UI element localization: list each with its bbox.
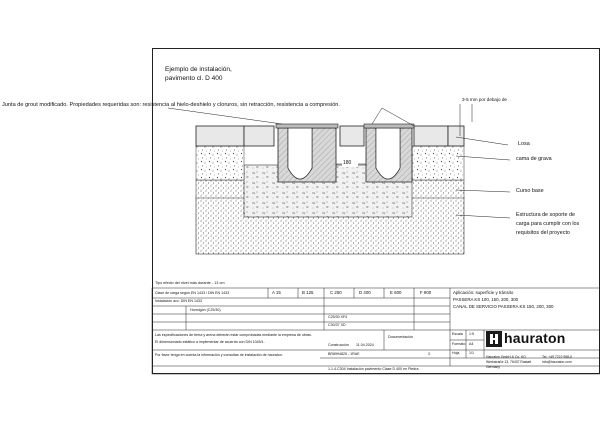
date-value: 11.04.2024 xyxy=(356,343,374,347)
class-c250: C 250 xyxy=(330,290,342,295)
footnote: Tipo efecto del nivel más durante - 13 cm xyxy=(155,281,225,285)
grout-note: Junta de grout modificado. Propiedades requeridas son: resistencia al hielo-deshielo y cloruros, sin retracción, resistencia a compresión. xyxy=(2,102,340,108)
address-2: Werkstraße 13, 76437 Rastatt xyxy=(486,360,532,364)
sheet-value: 1/1 xyxy=(469,351,474,355)
hauraton-logo xyxy=(484,328,584,352)
drawing-number: BR8994825 - 1RAE xyxy=(328,352,360,356)
note-2: El dimensionado estático a implementar de acuerdo con DIN 1045/1. xyxy=(155,340,265,344)
note-3: Por favor tenga en cuenta la información y consultas de instalación de hauraton. xyxy=(155,353,283,357)
note-1: Las especificaciones de tierra y arena deberán estar comprobadas mediante la empresa de obras. xyxy=(155,333,312,337)
label-losa: Losa xyxy=(518,141,530,147)
contact-1: Tel. +49 7222 958-0 xyxy=(542,355,573,359)
ref-label: Documentación xyxy=(388,335,413,339)
class-a15: A 15 xyxy=(272,290,281,295)
recess-note: 3-5 mm por debajo de xyxy=(462,97,507,102)
grade-2: C30/37 XD xyxy=(328,323,346,327)
footer-text: 1.1.4.C304 Instalación pavimento Clase D 400 en Piedra xyxy=(328,367,419,371)
drawing-title-line2: pavimento cl. D 400 xyxy=(165,75,223,82)
format-label: Formato xyxy=(452,342,466,346)
label-estructura-1: Estructura de soporte de xyxy=(516,212,576,218)
drawing-title-line1: Ejemplo de instalación, xyxy=(165,66,232,73)
label-cama-grava: cama de grava xyxy=(516,156,552,162)
class-f900: F 900 xyxy=(420,290,432,295)
scale-label: Escala xyxy=(452,332,463,336)
grade-1: C25/30 XF4 xyxy=(328,315,348,319)
address-1: Hauraton GmbH & Co. KG xyxy=(486,355,526,359)
label-estructura-2: carga para cumplir con los xyxy=(516,221,580,227)
sheet-number: 3 xyxy=(428,352,430,356)
label-curso-base: Curso base xyxy=(516,188,544,194)
dimension-value: 180 xyxy=(343,160,352,166)
scale-value: 1:5 xyxy=(469,332,474,336)
label-estructura-3: requisitos del proyecto xyxy=(516,230,570,236)
concrete-row: Hormigón (C25/30) xyxy=(190,308,221,312)
load-classes-label: Clase de carga según EN 1433 / DIN EN 1433 xyxy=(155,291,230,295)
class-d400: D 400 xyxy=(359,290,371,295)
format-value: A4 xyxy=(469,342,474,346)
class-b125: B 125 xyxy=(302,290,314,295)
logo-wordmark: hauraton xyxy=(504,330,566,346)
product-title-1: Aplicación: superficie y tránsito xyxy=(453,290,514,295)
contact-2: info@hauraton.com xyxy=(542,360,572,364)
date-label: Construcción xyxy=(328,343,349,347)
install-row: Instalación acc. DIN EN 1433 xyxy=(155,299,202,303)
sheet-label: Hoja xyxy=(452,351,460,355)
product-title-2: PASSERA KS 100, 150, 200, 300 xyxy=(453,297,519,302)
product-title-3: CANAL DE SERVICIO PASSERA KS 150, 200, 300 xyxy=(453,304,554,309)
address-3: Germany xyxy=(486,365,500,369)
class-e600: E 600 xyxy=(390,290,402,295)
